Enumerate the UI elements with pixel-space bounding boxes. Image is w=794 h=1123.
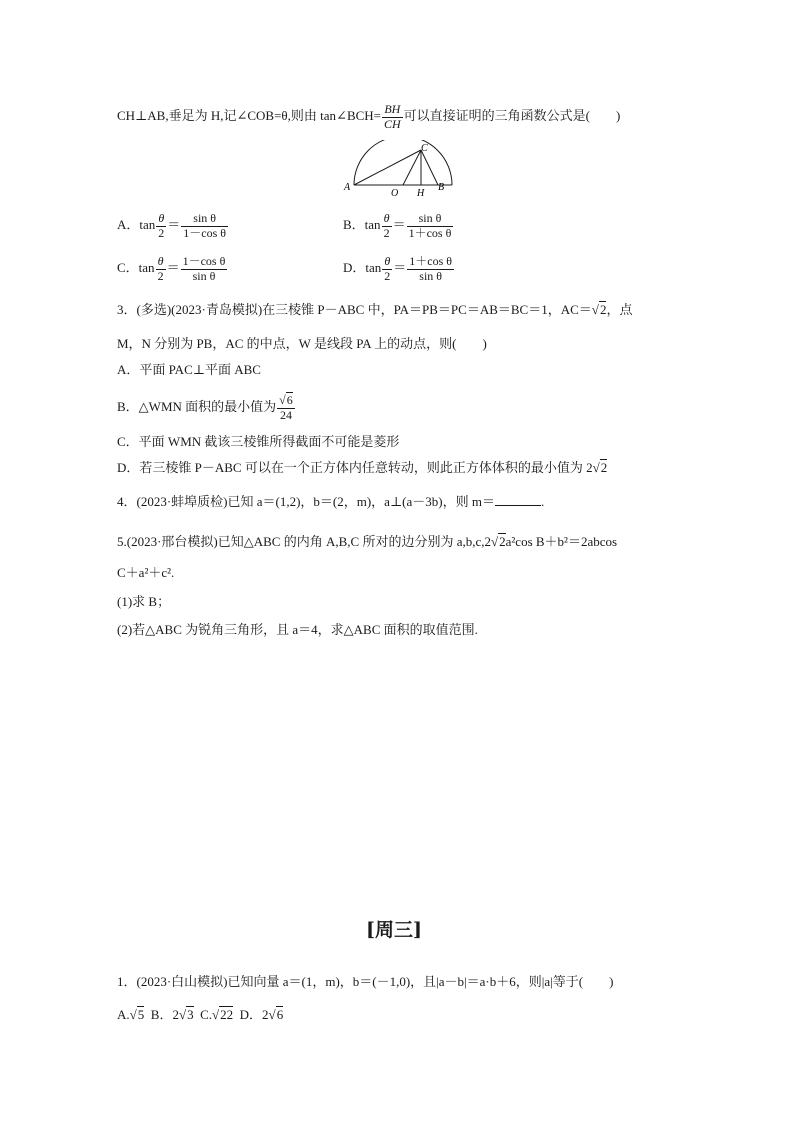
answer-blank[interactable] xyxy=(495,493,541,506)
wed-q1-option-d: D．2√6 xyxy=(239,1007,284,1022)
q5-line1-text: 5.(2023·邢台模拟)已知△ABC 的内角 A,B,C 所对的边分别为 a,b,c,2 xyxy=(117,534,491,549)
q3-line1: 3．(多选)(2023·青岛模拟)在三棱锥 P－ABC 中，PA＝PB＝PC＝AB＝BC＝1，AC＝√2，点 xyxy=(117,302,633,317)
q2-stem-frac-num: BH xyxy=(382,103,403,117)
frac-den: 1－cos θ xyxy=(183,225,227,240)
half-num: θ xyxy=(382,255,392,269)
half-angle-frac xyxy=(382,212,392,239)
tan-text: tan xyxy=(365,260,382,275)
half-angle-frac xyxy=(382,255,392,282)
q2-stem-tail: 可以直接证明的三角函数公式是( ) xyxy=(403,108,621,123)
q3-line1-tail: ，点 xyxy=(606,302,633,317)
q2-option-c-label: C． xyxy=(117,260,139,275)
half-num: θ xyxy=(382,212,392,226)
frac-den: 24 xyxy=(279,407,292,422)
q2-stem-frac-den: CH xyxy=(384,116,401,131)
frac-den: sin θ xyxy=(419,268,443,283)
option-label: C. xyxy=(200,1007,213,1022)
q3-option-d: D．若三棱锥 P－ABC 可以在一个正方体内任意转动，则此正方体体积的最小值为 2√2 xyxy=(117,460,608,475)
sqrt-radicand: 22 xyxy=(220,1007,234,1022)
half-den: 2 xyxy=(384,268,391,283)
semicircle-figure xyxy=(340,140,460,200)
label-A: A xyxy=(344,182,351,193)
q3-option-c xyxy=(117,432,399,452)
sqrt-radicand: 2 xyxy=(600,460,608,475)
q3-line1-text: 3．(多选)(2023·青岛模拟)在三棱锥 P－ABC 中，PA＝PB＝PC＝AB＝BC＝1，AC＝ xyxy=(117,302,592,317)
frac-num: 1－cos θ xyxy=(182,254,226,269)
q3-option-b-frac xyxy=(277,394,295,421)
frac-den: sin θ xyxy=(192,268,216,283)
segment-CB xyxy=(421,150,438,185)
q3-option-b-text: B．△WMN 面积的最小值为 xyxy=(117,399,277,414)
wed-q1 xyxy=(117,972,613,992)
option-label: A. xyxy=(117,1007,130,1022)
q3-option-d-text: D．若三棱锥 P－ABC 可以在一个正方体内任意转动，则此正方体体积的最小值为 2 xyxy=(117,460,593,475)
q5-line1: 5.(2023·邢台模拟)已知△ABC 的内角 A,B,C 所对的边分别为 a,b,c,2√2a²cos B＋b²＝2abcos xyxy=(117,534,618,549)
half-angle-frac xyxy=(156,212,166,239)
q5-line2 xyxy=(117,563,174,583)
option-label: D． xyxy=(239,1007,263,1022)
q2-option-a: A．tan $\frac{\theta}{2}$ ＝ $\frac{\text{sin θ}}{\text{1－cos θ}}$ xyxy=(117,211,227,240)
q2-option-b-label: B． xyxy=(343,217,365,232)
frac-num: sin θ xyxy=(181,212,228,226)
label-O: O xyxy=(391,188,399,199)
option-label: B． xyxy=(150,1007,173,1022)
label-B: B xyxy=(438,182,445,193)
frac-num: sin θ xyxy=(407,212,454,226)
section-heading: [周三] xyxy=(366,919,422,941)
label-C: C xyxy=(421,143,428,154)
q2-stem-fraction xyxy=(382,103,403,130)
half-den: 2 xyxy=(158,225,165,240)
half-den: 2 xyxy=(383,225,390,240)
frac-den: 1＋cos θ xyxy=(408,225,452,240)
sqrt-radicand: 2 xyxy=(499,534,506,549)
semicircle-arc xyxy=(354,140,452,185)
q3-line2-text: M，N 分别为 PB，AC 的中点，W 是线段 PA 上的动点，则( ) xyxy=(117,336,487,351)
tan-text: tan xyxy=(138,260,155,275)
q5-part1 xyxy=(117,592,170,612)
wed-q1-text: 1．(2023·白山模拟)已知向量 a＝(1，m)，b＝(－1,0)，且|a－b|＝a·b＋6，则|a|等于( ) xyxy=(117,974,614,989)
half-den: 2 xyxy=(157,268,164,283)
q2-option-c-frac xyxy=(181,255,228,282)
half-num: θ xyxy=(156,255,166,269)
option-coef: 2 xyxy=(172,1007,179,1022)
half-num: θ xyxy=(156,212,166,226)
q2-option-a-frac xyxy=(181,212,228,239)
q3-line2 xyxy=(117,334,487,354)
q5-part2 xyxy=(117,620,478,640)
option-coef: 2 xyxy=(262,1007,269,1022)
sqrt-radicand: 5 xyxy=(137,1007,145,1022)
wed-q1-options xyxy=(117,1004,283,1026)
sqrt-radicand: 3 xyxy=(187,1007,194,1022)
tan-text: tan xyxy=(139,217,156,232)
q3-option-c-text: C．平面 WMN 截该三棱锥所得截面不可能是菱形 xyxy=(117,434,400,449)
q2-option-d: D．tan $\frac{\theta}{2}$ ＝ $\frac{\text{1＋cos θ}}{\text{sin θ}}$ xyxy=(343,254,453,283)
label-H: H xyxy=(417,188,425,199)
q2-option-b-frac xyxy=(407,212,454,239)
q5-part1-text: (1)求 B； xyxy=(117,594,171,609)
q4-text: 4．(2023·蚌埠质检)已知 a＝(1,2)，b＝(2，m)，a⊥(a－3b)，则 m＝ xyxy=(117,494,495,509)
q5-part2-text: (2)若△ABC 为锐角三角形，且 a＝4，求△ABC 面积的取值范围. xyxy=(117,622,478,637)
q5-line1-tail: a²cos B＋b²＝2abcos xyxy=(505,534,618,549)
q5-line2-text: C＋a²＋c². xyxy=(117,565,175,580)
q3-option-b xyxy=(117,387,296,427)
q4-end: . xyxy=(540,494,545,509)
wed-q1-option-c: C.√22 xyxy=(200,1007,234,1022)
frac-num: √6 xyxy=(279,393,293,408)
q2-stem xyxy=(117,100,620,132)
q2-option-b: B．tan $\frac{\theta}{2}$ ＝ $\frac{\text{sin θ}}{\text{1＋cos θ}}$ xyxy=(343,211,452,240)
q2-option-d-frac xyxy=(407,255,454,282)
half-angle-frac xyxy=(156,255,166,282)
wed-q1-option-a: A.√5 xyxy=(117,1007,145,1022)
q2-option-a-label: A． xyxy=(117,217,140,232)
q3-option-a-text: A．平面 PAC⊥平面 ABC xyxy=(117,362,261,377)
q2-option-c: C．tan $\frac{\theta}{2}$ ＝ $\frac{\text{1－cos θ}}{\text{sin θ}}$ xyxy=(117,254,226,283)
sqrt-radicand: 6 xyxy=(286,393,293,408)
frac-num: 1＋cos θ xyxy=(409,254,453,269)
q2-stem-lead: CH⊥AB,垂足为 H,记∠COB=θ,则由 tan∠BCH= xyxy=(117,108,381,123)
q3-sqrt-radicand: 2 xyxy=(599,302,607,317)
sqrt-radicand: 6 xyxy=(276,1007,284,1022)
tan-text: tan xyxy=(364,217,381,232)
q3-option-a xyxy=(117,360,261,380)
q4 xyxy=(117,492,544,512)
wed-q1-option-b: B．2√3 xyxy=(150,1007,194,1022)
q2-option-d-label: D． xyxy=(343,260,366,275)
